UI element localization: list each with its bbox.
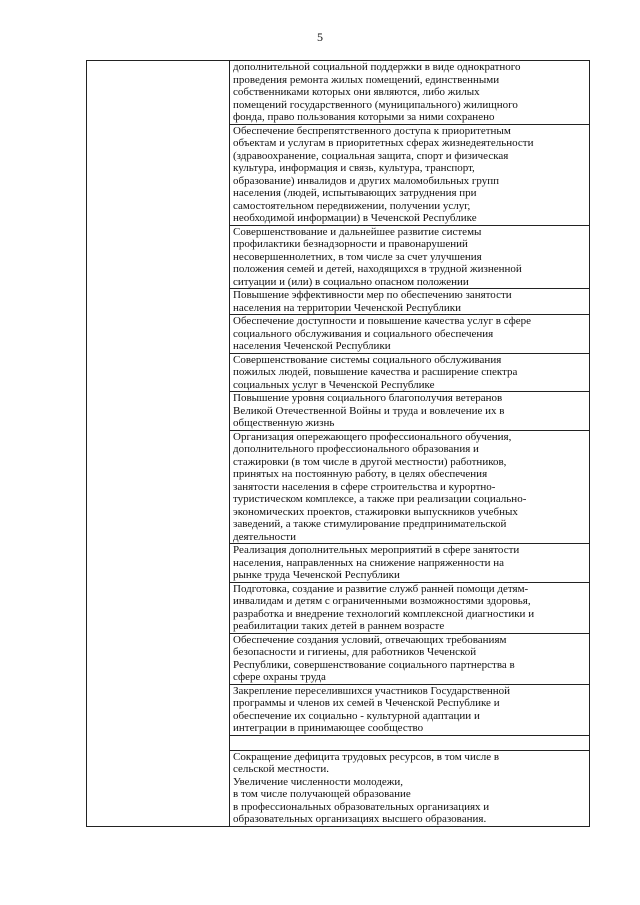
table-cell-right	[230, 750, 590, 826]
table-cell-right	[230, 124, 590, 225]
cell-text: Обеспечение создания условий, отвечающих требованиям безопасности и гигиены, для работников Чеченской Республики, совершенствование социального партнерства в сфере охраны труда	[233, 633, 515, 683]
table-cell-right	[230, 225, 590, 289]
page-number: 5	[317, 30, 323, 44]
cell-text: дополнительной социальной поддержки в виде однократного проведения ремонта жилых помещений, единственными собственниками которых они являются, либо жилых помещений государственного (муниципального) жилищного фонда, право пользования которыми за ними сохранено	[233, 61, 521, 123]
table-cell-right	[230, 430, 590, 544]
cell-text: Обеспечение беспрепятственного доступа к приоритетным объектам и услугам в приоритетных сферах жизнедеятельности (здравоохранение, социальная защита, спорт и физическая культура, информация и связь, культура, транспорт, образование) инвалидов и других маломобильных групп населения (людей, испытывающих затруднения при самостоятельном передвижении, получении услуг, необходимой информации) в Чеченской Республике	[233, 124, 534, 224]
table-cell-right	[230, 353, 590, 392]
table-cell-right	[230, 582, 590, 633]
table-cell-right-empty	[230, 735, 590, 750]
cell-text: Реализация дополнительных мероприятий в сфере занятости населения, направленных на снижение напряженности на рынке труда Чеченской Республики	[233, 544, 520, 581]
cell-text: Закрепление переселившихся участников Государственной программы и членов их семей в Чеченской Республике и обеспечение их социально - культурной адаптации и интеграции в принимающее сообщество	[233, 684, 511, 734]
cell-text: Повышение эффективности мер по обеспечению занятости населения на территории Чеченской Республики	[233, 289, 512, 314]
table-cell-right	[230, 544, 590, 583]
table-cell-right	[230, 315, 590, 354]
table-cell-right	[230, 61, 590, 125]
table-cell-right	[230, 392, 590, 431]
table-cell-right	[230, 633, 590, 684]
table-cell-right	[230, 289, 590, 315]
table-cell-left	[87, 61, 230, 827]
cell-text: Совершенствование и дальнейшее развитие системы профилактики безнадзорности и правонарушений несовершеннолетних, в том числе за счет улучшения положения семей и детей, находящихся в трудной жизненной ситуации и (или) в социально опасном положении	[233, 225, 522, 288]
cell-text: Сокращение дефицита трудовых ресурсов, в том числе в сельской местности. Увеличение численности молодежи, в том числе получающей образование в профессиональных образовательных организациях и образовательных организациях высшего образования.	[233, 750, 500, 825]
table-row	[87, 61, 590, 125]
document-table	[86, 60, 590, 827]
table-cell-right	[230, 684, 590, 735]
cell-text: Организация опережающего профессионального обучения, дополнительного профессионального образования и стажировки (в том числе в другой местности) работников, принятых на постоянную работу, в целях обеспечения занятости населения в сфере строительства и курортно- туристическом комплексе, а также при реализации социально- экономических проектов, стажировки выпускников учебных заведений, а также стимулирование предпринимательской деятельности	[233, 430, 527, 543]
cell-text: Обеспечение доступности и повышение качества услуг в сфере социального обслуживания и социального обеспечения населения Чеченской Республики	[233, 315, 532, 352]
cell-text: Повышение уровня социального благополучия ветеранов Великой Отечественной Войны и труда и вовлечение их в общественную жизнь	[233, 392, 505, 429]
cell-text: Совершенствование системы социального обслуживания пожилых людей, повышение качества и расширение спектра социальных услуг в Чеченской Республике	[233, 353, 518, 391]
cell-text: Подготовка, создание и развитие служб ранней помощи детям- инвалидам и детям с ограниченными возможностями здоровья, разработка и внедрение технологий комплексной диагностики и реабилитации таких детей в раннем возрасте	[233, 582, 535, 632]
